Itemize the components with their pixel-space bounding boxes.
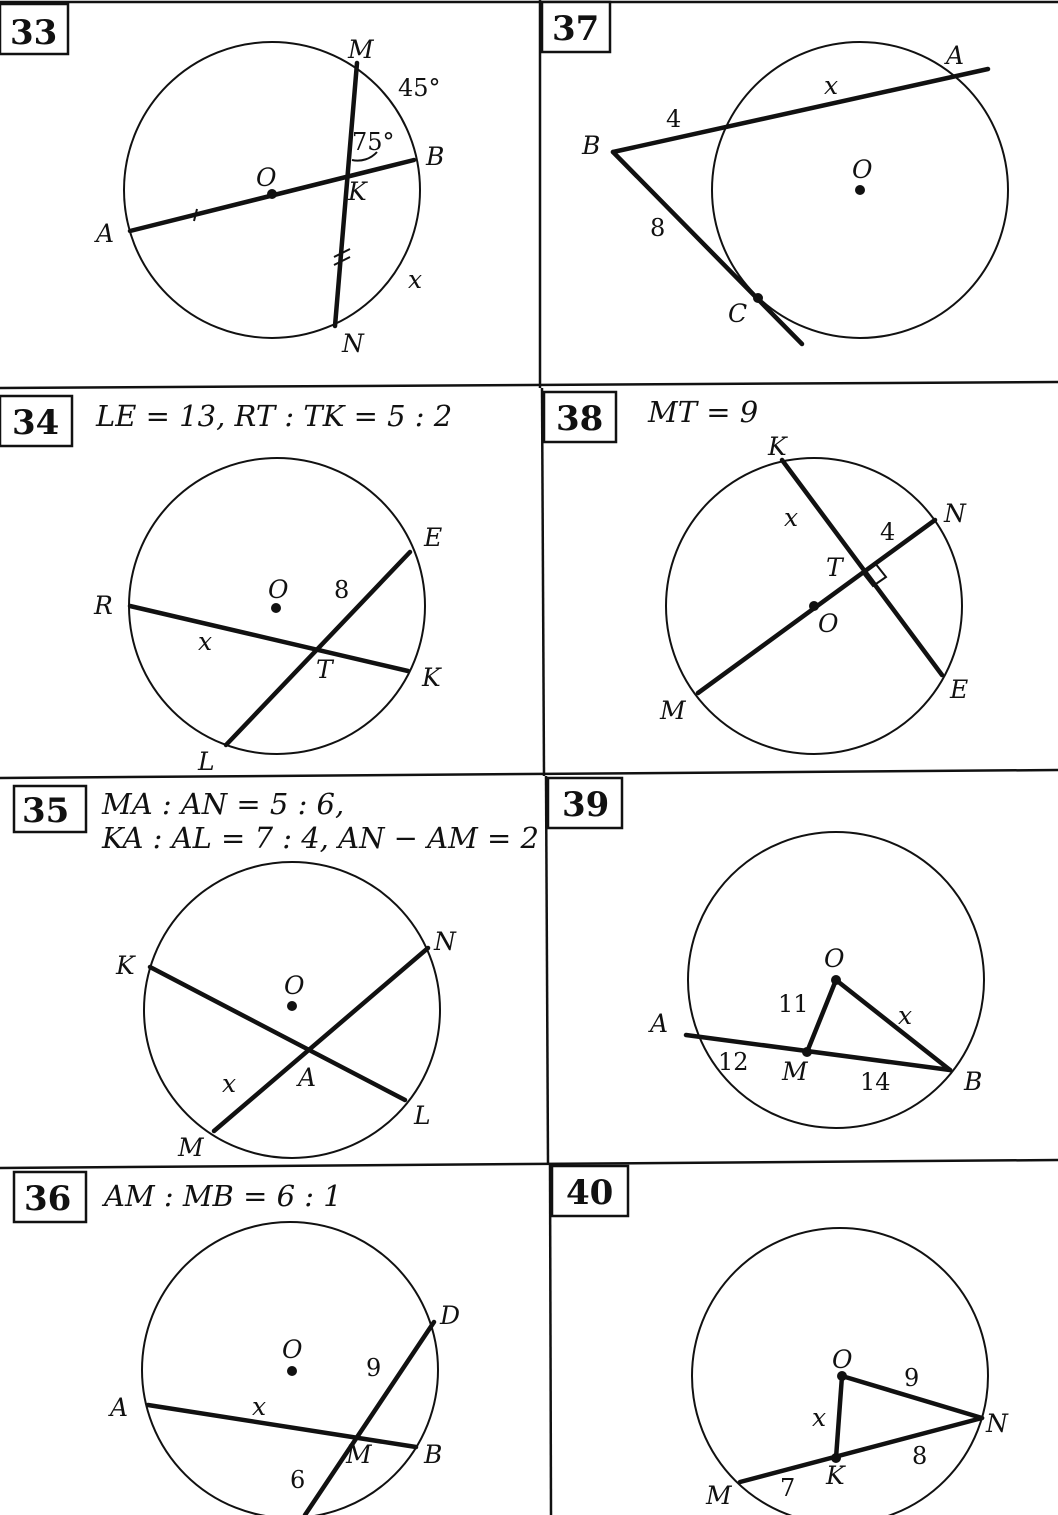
label-r: R bbox=[94, 591, 113, 620]
value-9: 9 bbox=[366, 1354, 382, 1382]
value-14: 14 bbox=[860, 1068, 891, 1096]
label-m: M bbox=[782, 1057, 808, 1086]
label-e: E bbox=[424, 523, 443, 552]
label-x: x bbox=[898, 1001, 913, 1030]
condition-line-1: MA : AN = 5 : 6, bbox=[102, 787, 345, 821]
condition-line-2: KA : AL = 7 : 4, AN − AM = 2 bbox=[102, 821, 539, 855]
center-point bbox=[855, 185, 865, 195]
problem-33 bbox=[0, 4, 444, 358]
segment-ok bbox=[836, 1376, 842, 1458]
label-b: B bbox=[426, 142, 445, 171]
label-x: x bbox=[252, 1392, 267, 1421]
point-m bbox=[802, 1047, 812, 1057]
problem-37 bbox=[542, 2, 1008, 344]
center-point bbox=[287, 1001, 297, 1011]
label-x: x bbox=[408, 265, 423, 294]
problem-40 bbox=[552, 1166, 1009, 1515]
label-a: A bbox=[650, 1009, 669, 1038]
label-a: A bbox=[946, 41, 965, 70]
problem-39 bbox=[548, 778, 984, 1128]
label-x: x bbox=[812, 1403, 827, 1432]
label-m: M bbox=[706, 1481, 732, 1510]
label-x: x bbox=[824, 71, 839, 100]
label-a: A bbox=[298, 1063, 317, 1092]
label-o: O bbox=[284, 971, 305, 1000]
tangent-point bbox=[753, 293, 763, 303]
label-n: N bbox=[342, 329, 364, 358]
problem-number: 35 bbox=[22, 791, 70, 831]
label-n: N bbox=[434, 927, 456, 956]
label-m: M bbox=[178, 1133, 204, 1162]
problem-number: 36 bbox=[24, 1179, 72, 1219]
label-k: K bbox=[116, 951, 135, 980]
value-11: 11 bbox=[778, 990, 809, 1018]
label-o: O bbox=[852, 155, 873, 184]
label-o: O bbox=[832, 1345, 853, 1374]
arc-value: 45° bbox=[398, 74, 441, 102]
problem-34 bbox=[0, 396, 452, 776]
label-l: L bbox=[414, 1101, 431, 1130]
label-o: O bbox=[282, 1335, 303, 1364]
value-9: 9 bbox=[904, 1364, 920, 1392]
label-k: K bbox=[826, 1461, 845, 1490]
label-x: x bbox=[222, 1069, 237, 1098]
label-b: B bbox=[582, 131, 601, 160]
value-6: 6 bbox=[290, 1466, 306, 1494]
label-e: E bbox=[950, 675, 969, 704]
problem-number: 37 bbox=[552, 9, 600, 49]
center-point bbox=[831, 975, 841, 985]
label-l: L bbox=[198, 747, 215, 776]
label-o: O bbox=[268, 575, 289, 604]
problem-number: 39 bbox=[562, 785, 610, 825]
label-x: x bbox=[784, 503, 799, 532]
label-k: K bbox=[768, 432, 787, 461]
value-12: 12 bbox=[718, 1048, 749, 1076]
value-8: 8 bbox=[334, 576, 350, 604]
label-k: K bbox=[422, 663, 441, 692]
label-m: M bbox=[660, 696, 686, 725]
label-n: N bbox=[986, 1409, 1008, 1438]
tangent-bc bbox=[613, 152, 802, 344]
center-point bbox=[271, 603, 281, 613]
segment-om bbox=[807, 980, 836, 1052]
chord-nm bbox=[214, 948, 428, 1131]
problem-35 bbox=[14, 786, 539, 1162]
label-m: M bbox=[346, 1440, 372, 1469]
label-o: O bbox=[256, 163, 277, 192]
label-m: M bbox=[348, 35, 374, 64]
problem-number: 33 bbox=[10, 13, 58, 53]
chord-kl bbox=[150, 967, 405, 1100]
value-4: 4 bbox=[666, 105, 682, 133]
label-b: B bbox=[424, 1440, 443, 1469]
condition: AM : MB = 6 : 1 bbox=[104, 1179, 342, 1213]
value-8: 8 bbox=[912, 1442, 928, 1470]
chord-dc bbox=[305, 1322, 434, 1515]
label-a: A bbox=[96, 219, 115, 248]
label-t: T bbox=[316, 655, 333, 684]
angle-value: 75° bbox=[352, 128, 395, 156]
chord-ke bbox=[782, 460, 942, 675]
label-o: O bbox=[824, 944, 845, 973]
label-k: K bbox=[348, 177, 367, 206]
label-b: B bbox=[964, 1067, 983, 1096]
problem-number: 34 bbox=[12, 403, 60, 443]
chord-mn bbox=[740, 1418, 982, 1482]
label-n: N bbox=[944, 499, 966, 528]
label-c: C bbox=[728, 299, 748, 328]
value-7: 7 bbox=[780, 1474, 796, 1502]
condition: LE = 13, RT : TK = 5 : 2 bbox=[96, 399, 453, 433]
label-x: x bbox=[198, 627, 213, 656]
chord-el bbox=[226, 552, 410, 745]
problem-number: 40 bbox=[566, 1173, 614, 1213]
label-a: A bbox=[110, 1393, 129, 1422]
problem-38 bbox=[544, 392, 968, 754]
value-8: 8 bbox=[650, 214, 666, 242]
problem-36 bbox=[14, 1172, 460, 1515]
chord-rk bbox=[130, 606, 408, 671]
label-t: T bbox=[826, 553, 843, 582]
label-o: O bbox=[818, 609, 839, 638]
problem-number: 38 bbox=[556, 399, 604, 439]
value-4: 4 bbox=[880, 518, 896, 546]
center-point bbox=[287, 1366, 297, 1376]
condition: MT = 9 bbox=[648, 395, 759, 429]
label-d: D bbox=[440, 1301, 461, 1330]
